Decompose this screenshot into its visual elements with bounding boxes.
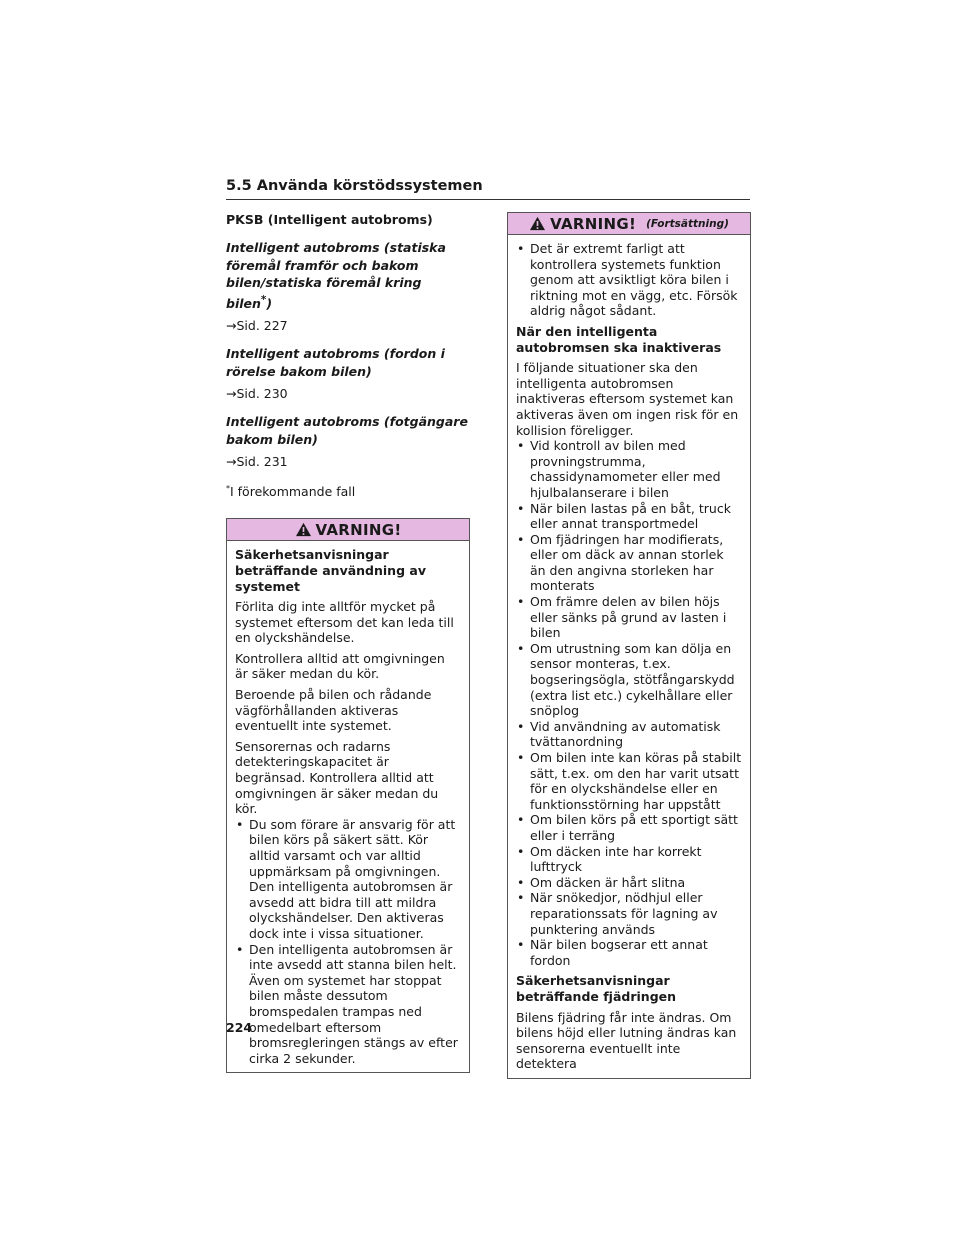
warning-body (508, 235, 750, 1078)
warning-bullet-list (516, 438, 742, 968)
warning-paragraph: Bilens fjädring får inte ändras. Om bilens höjd eller lutning ändras kan sensorerna eventuellt inte detektera (516, 1009, 737, 1072)
warning-paragraph: Beroende på bilen och rådande vägförhållanden aktiveras eventuellt inte systemet. (235, 687, 432, 734)
warning-title: VARNING! (315, 520, 402, 539)
list-item: • Om utrustning som kan dölja en sensor monteras, t.ex. bogseringsögla, stötfångarskydd (extra list etc.) cykelhållare eller snöplog (516, 641, 742, 719)
warning-subheading: Säkerhetsanvisningar beträffande fjädringen (516, 973, 677, 1004)
warning-title: VARNING! (550, 214, 637, 233)
list-item: • Om däcken är hårt slitna (516, 875, 742, 891)
warning-paragraph: Förlita dig inte alltför mycket på systemet eftersom det kan leda till en olyckshändelse. (235, 599, 454, 646)
warning-subheading: När den intelligenta autobromsen ska inaktiveras (516, 323, 722, 355)
right-column (507, 212, 751, 1079)
list-item: • Om främre delen av bilen höjs eller sänks på grund av lasten i bilen (516, 594, 742, 641)
warning-triangle-icon (295, 522, 312, 537)
page-reference-link[interactable]: →Sid. 227 (226, 318, 288, 334)
warning-box-continued (507, 212, 751, 1079)
warning-body (227, 541, 469, 1072)
footnote-mark: * (260, 293, 267, 306)
continuation-label: (Fortsättning) (646, 217, 729, 230)
list-item: • Om bilen körs på ett sportigt sätt eller i terräng (516, 812, 742, 843)
subsection-heading: Intelligent autobroms (fotgängare bakom bilen) (226, 414, 468, 447)
warning-subheading: Säkerhetsanvisningar beträffande användning av systemet (235, 547, 426, 594)
list-item: • Vid användning av automatisk tvättanordning (516, 719, 742, 750)
subsection-heading: Intelligent autobroms (statiska föremål framför och bakom bilen/statiska föremål kring bilen*) (226, 240, 446, 311)
list-item: • Det är extremt farligt att kontrollera systemets funktion genom att avsiktligt köra bilen i riktning mot en vägg, etc. Försök aldrig något sådant. (516, 241, 742, 319)
list-item: • Den intelligenta autobromsen är inte avsedd att stanna bilen helt. Även om systemet har stoppat bilen måste dessutom bromspedalen trampas ned omedelbart eftersom bromsregleringen stängs av efter cirka 2 sekunder. (235, 942, 461, 1067)
list-item: • Du som förare är ansvarig för att bilen körs på säkert sätt. Kör alltid varsamt och var alltid uppmärksam på omgivningen. Den intelligenta autobromsen är avsedd att bidra till att mildra olyckshändelser. Den aktiveras dock inte i vissa situationer. (235, 817, 461, 942)
warning-paragraph: Sensorernas och radarns detekteringskapacitet är begränsad. Kontrollera alltid att omgivningen är säker medan du kör. (235, 738, 439, 817)
section-title: PKSB (Intelligent autobroms) (226, 212, 433, 227)
left-column (226, 212, 470, 1073)
list-item: • Om bilen inte kan köras på stabilt sätt, t.ex. om den har varit utsatt för en olyckshändelse eller en funktionsstörning har uppstått (516, 750, 742, 812)
list-item: • Vid kontroll av bilen med provningstrumma, chassidynamometer eller med hjulbalanserare i bilen (516, 438, 742, 500)
warning-header (227, 519, 469, 541)
footnote: *I förekommande fall (226, 484, 356, 500)
page-reference-link[interactable]: →Sid. 230 (226, 386, 288, 402)
list-item: • När bilen bogserar ett annat fordon (516, 937, 742, 968)
warning-header (508, 213, 750, 235)
page-reference-link[interactable]: →Sid. 231 (226, 454, 288, 470)
section-header: 5.5 Använda körstödssystemen (226, 178, 750, 200)
warning-bullet-list (235, 817, 461, 1067)
warning-box (226, 518, 470, 1073)
list-item: • När snökedjor, nödhjul eller reparationssats för lagning av punktering används (516, 890, 742, 937)
warning-paragraph: Kontrollera alltid att omgivningen är säker medan du kör. (235, 650, 445, 682)
list-item: • När bilen lastas på en båt, truck eller annat transportmedel (516, 501, 742, 532)
warning-bullet-list (516, 241, 742, 319)
list-item: • Om däcken inte har korrekt lufttryck (516, 844, 742, 875)
page-number: 224 (226, 1020, 253, 1035)
warning-triangle-icon (529, 216, 546, 231)
list-item: • Om fjädringen har modifierats, eller om däck av annan storlek än den angivna storleken har monterats (516, 532, 742, 594)
warning-paragraph: I följande situationer ska den intelligenta autobromsen inaktiveras eftersom systemet kan aktiveras även om ingen risk för en kollision föreligger. (516, 360, 739, 438)
subsection-heading: Intelligent autobroms (fordon i rörelse bakom bilen) (226, 346, 445, 379)
